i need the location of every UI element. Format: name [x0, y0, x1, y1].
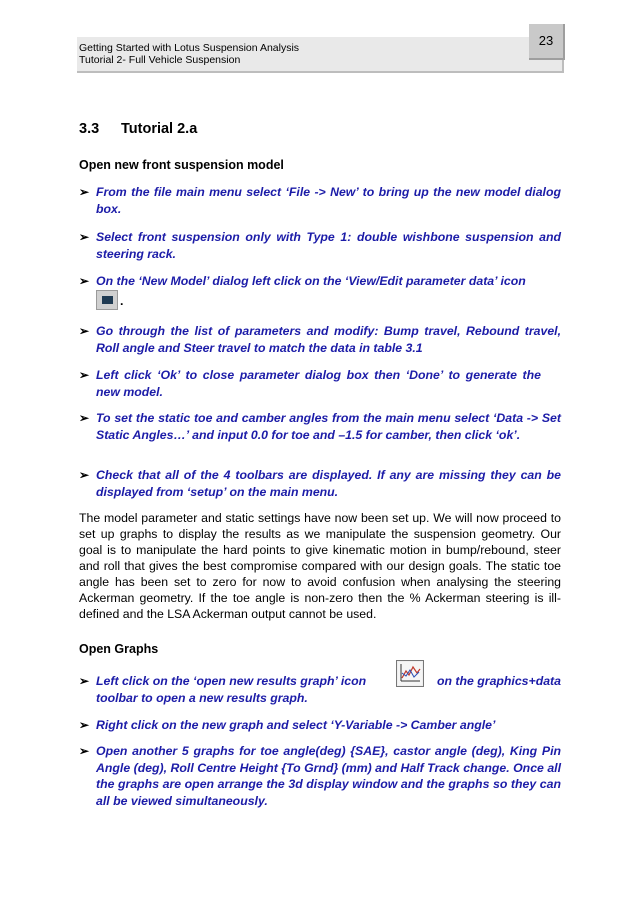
- list-item: ➢ Open another 5 graphs for toe angle(deg) {SAE}, castor angle (deg), King Pin Angle (deg), Roll Centre Height {To Grnd} (mm) and Half Track change. Once all the graphs are open arrange the 3d display window and the graphs so they can all be viewed simultaneously.: [79, 744, 561, 808]
- arrow-bullet-icon: ➢: [79, 468, 90, 482]
- header-subtitle: Tutorial 2- Full Vehicle Suspension: [79, 54, 241, 66]
- list-item: ➢ Go through the list of parameters and modify: Bump travel, Rebound travel, Roll angle and Steer travel to match the data in table 3.1: [79, 324, 561, 355]
- list-item: ➢ To set the static toe and camber angles from the main menu select ‘Data -> Set Static Angles…’ and input 0.0 for toe and –1.5 for camber, then click ‘ok’.: [79, 411, 561, 442]
- body-paragraph: The model parameter and static settings have now been set up. We will now proceed to set up graphs to display the results as we manipulate the suspension geometry. Our goal is to manipulate the hard points to give kinematic motion in bump/rebound, steer and roll that gives the best compromise compared with our design goals. The static toe angle has been set to zero for now to avoid confusion when analysing the steering Ackerman geometry. If the toe angle is non-zero then the % Ackerman steering is ill-defined and the LSA Ackerman output cannot be used.: [79, 511, 561, 621]
- page-number: 23: [529, 24, 565, 60]
- list-item: ➢ Left click ‘Ok’ to close parameter dialog box then ‘Done’ to generate the new model.: [79, 368, 541, 399]
- section-title: Tutorial 2.a: [121, 121, 198, 137]
- subheading-open-graphs: Open Graphs: [79, 642, 159, 656]
- list-item: ➢ Right click on the new graph and select ‘Y-Variable -> Camber angle’: [79, 718, 496, 732]
- arrow-bullet-icon: ➢: [79, 674, 90, 688]
- results-graph-icon: [396, 660, 424, 687]
- list-item: ➢ Check that all of the 4 toolbars are displayed. If any are missing they can be displayed from ‘setup’ on the main menu.: [79, 468, 561, 499]
- arrow-bullet-icon: ➢: [79, 274, 90, 288]
- arrow-bullet-icon: ➢: [79, 230, 90, 244]
- arrow-bullet-icon: ➢: [79, 718, 90, 732]
- view-edit-parameter-icon: [96, 290, 118, 310]
- list-item: ➢ Left click on the ‘open new results graph’ icon on the graphics+data toolbar to open a new results graph.: [79, 674, 561, 705]
- subheading-open-model: Open new front suspension model: [79, 158, 284, 172]
- header-title: Getting Started with Lotus Suspension Analysis: [79, 42, 300, 54]
- section-heading: [79, 121, 197, 137]
- section-number: 3.3: [79, 121, 100, 137]
- arrow-bullet-icon: ➢: [79, 411, 90, 425]
- arrow-bullet-icon: ➢: [79, 324, 90, 338]
- arrow-bullet-icon: ➢: [79, 185, 90, 199]
- list-item: ➢ Select front suspension only with Type 1: double wishbone suspension and steering rack.: [79, 230, 561, 261]
- list-item: ➢ On the ‘New Model’ dialog left click on the ‘View/Edit parameter data’ icon .: [79, 274, 526, 308]
- arrow-bullet-icon: ➢: [79, 744, 90, 758]
- list-item: ➢ From the file main menu select ‘File -> New’ to bring up the new model dialog box.: [79, 185, 561, 216]
- arrow-bullet-icon: ➢: [79, 368, 90, 382]
